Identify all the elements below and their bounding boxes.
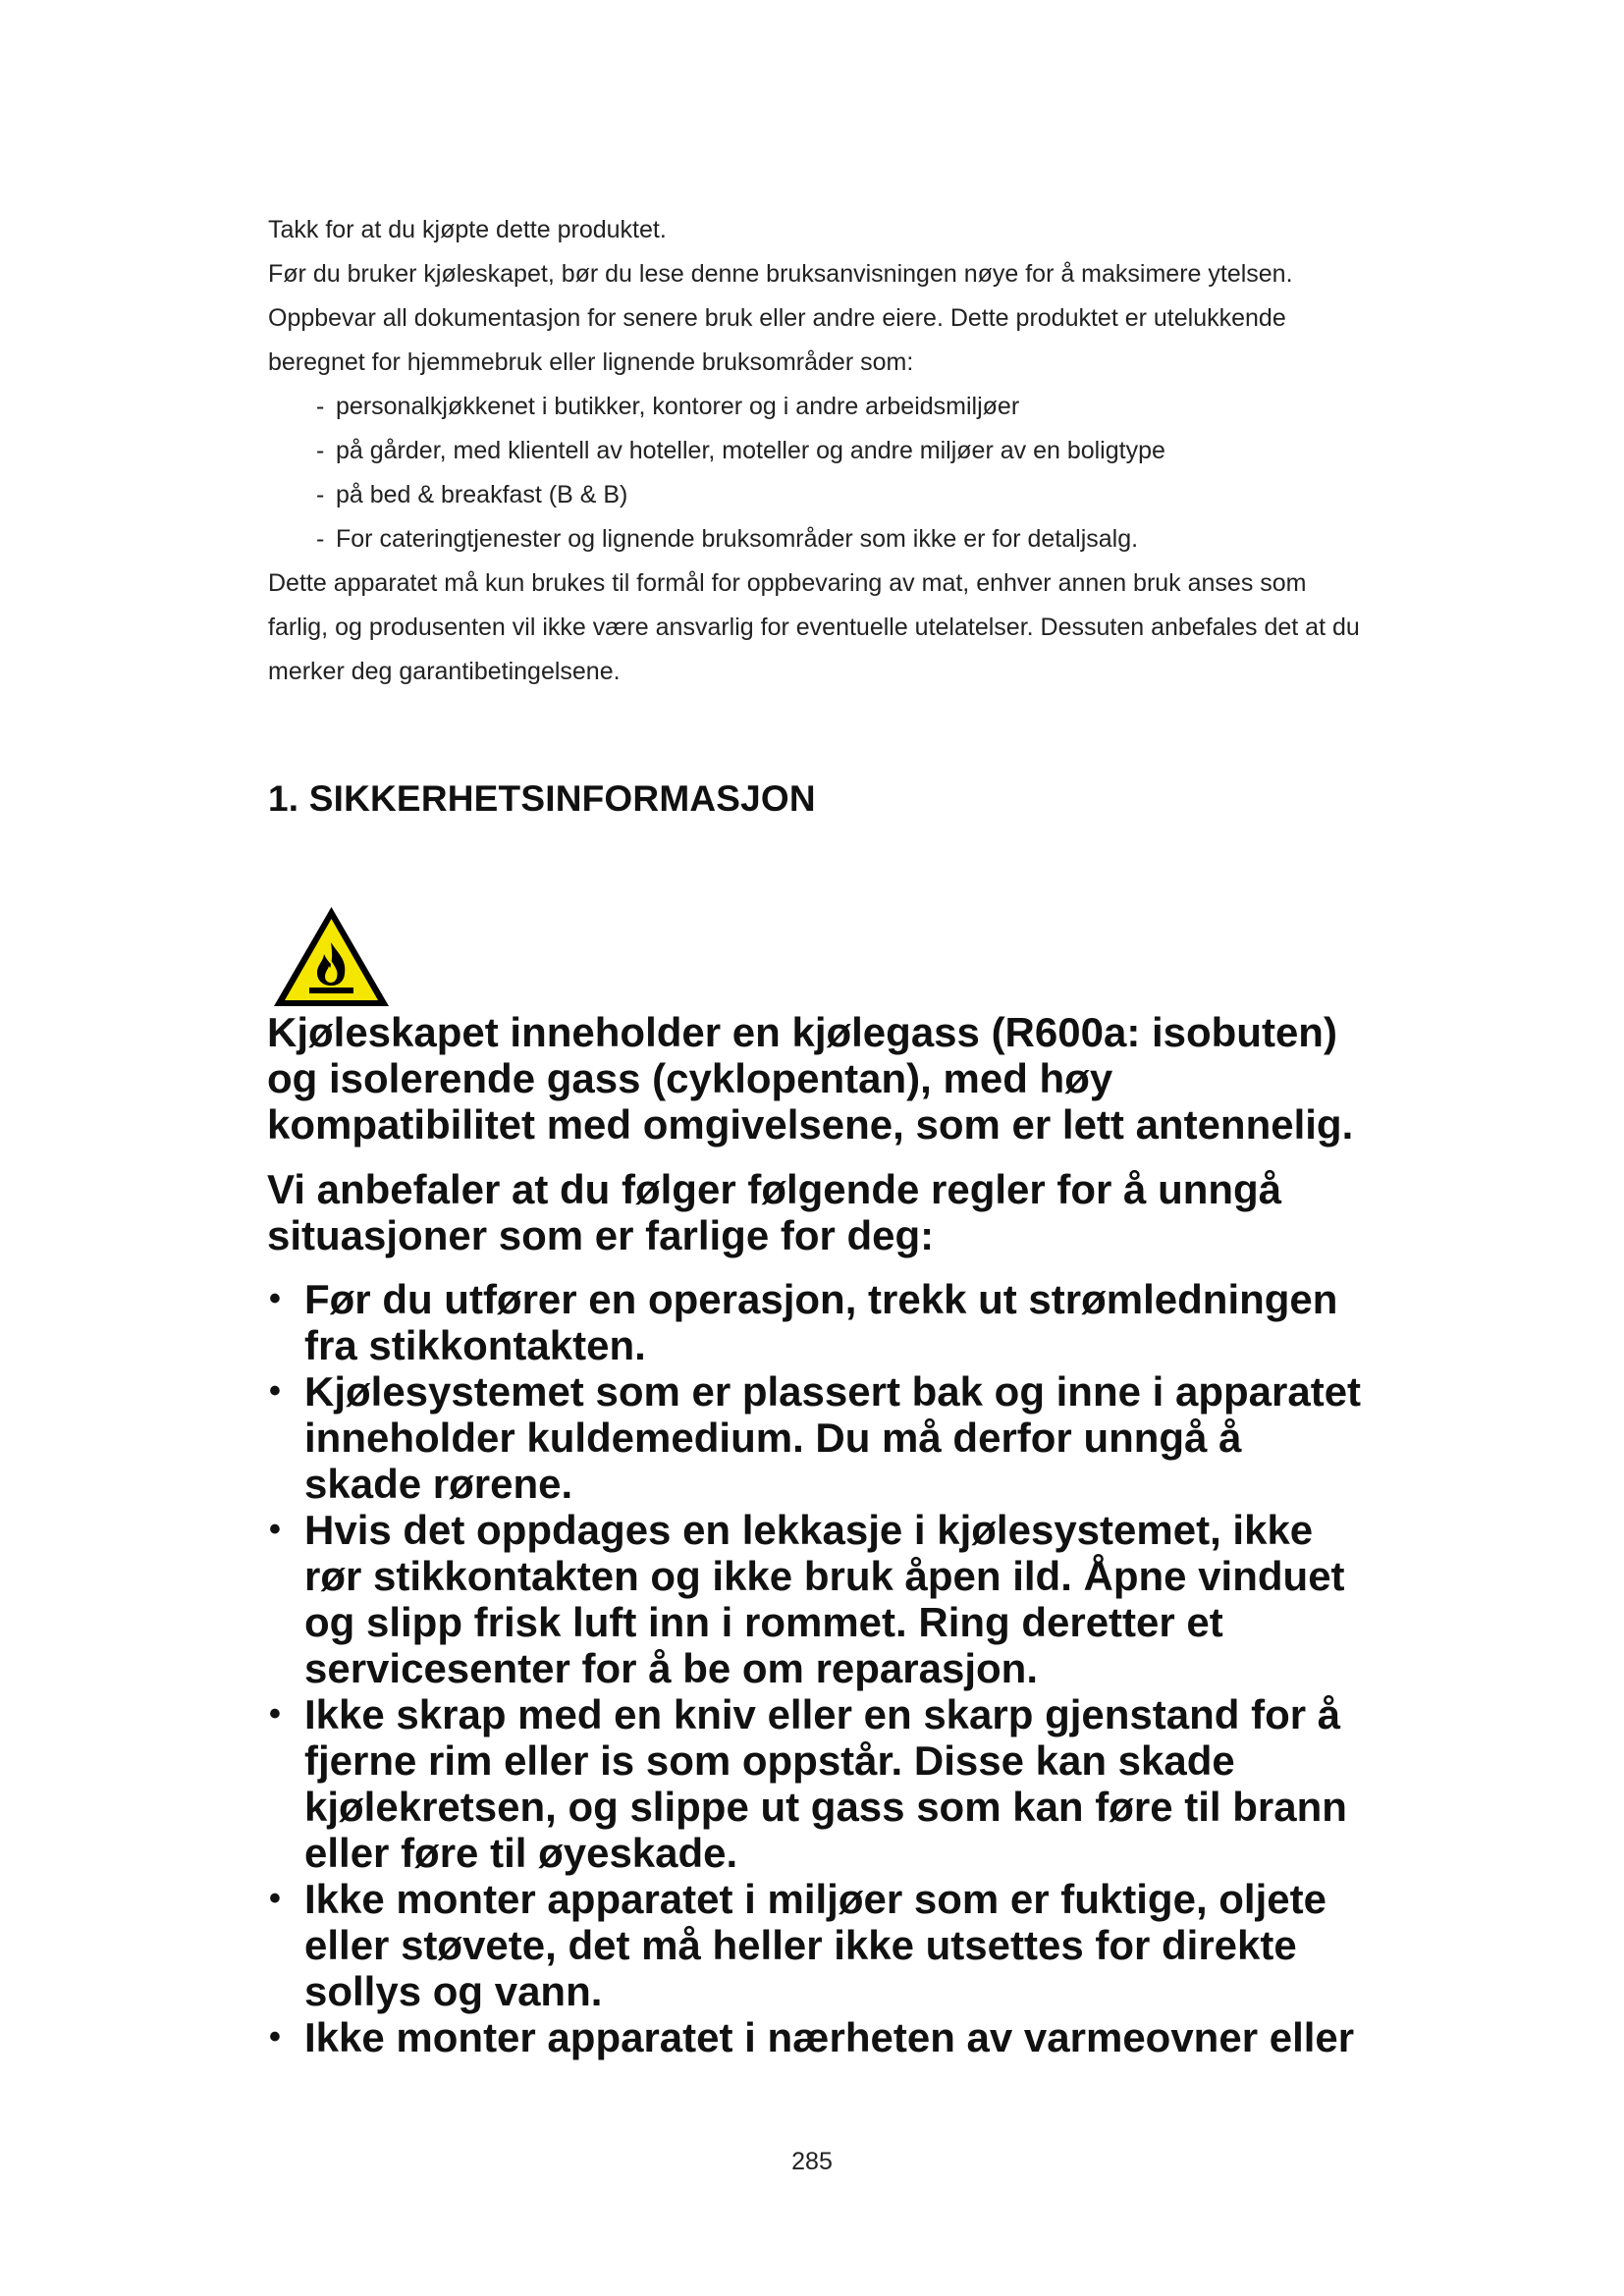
list-item: • Kjølesystemet som er plassert bak og inne i apparatet inneholder kuldemedium. Du må derfor unngå å skade rørene.: [269, 1368, 1362, 1507]
section-heading: 1. SIKKERHETSINFORMASJON: [268, 778, 816, 819]
intro-keep-docs: Oppbevar all dokumentasjon for senere bruk eller andre eiere. Dette produktet er utelukkende beregnet for hjemmebruk eller lignende bruksområder som:: [268, 304, 1286, 376]
recommendation-text: Vi anbefaler at du følger følgende regler for å unngå situasjoner som er farlige for deg:: [267, 1166, 1282, 1258]
list-item: - på gårder, med klientell av hoteller, moteller og andre miljøer av en boligtype: [316, 437, 1165, 464]
intro-section: [268, 208, 1368, 694]
intro-closing: Dette apparatet må kun brukes til formål for oppbevaring av mat, enhver annen bruk anses som farlig, og produsenten vil ikke være ansvarlig for eventuelle utelatelser. Dessuten anbefales det at du merker deg garantibetingelsene.: [268, 569, 1360, 685]
intro-read-manual: Før du bruker kjøleskapet, bør du lese denne bruksanvisningen nøye for å maksimere ytelsen.: [268, 260, 1293, 288]
list-item: - For cateringtjenester og lignende bruksområder som ikke er for detaljsalg.: [316, 525, 1139, 553]
flammable-gas-warning: Kjøleskapet inneholder en kjølegass (R600a: isobuten) og isolerende gass (cyklopentan), med høy kompatibilitet med omgivelsene, som er lett antennelig.: [267, 1009, 1354, 1148]
page-number: 285: [791, 2148, 833, 2175]
list-item: • Før du utfører en operasjon, trekk ut strømledningen fra stikkontakten.: [269, 1276, 1338, 1368]
safety-block: [267, 1009, 1367, 2060]
flammable-warning-icon: [270, 903, 393, 1011]
intended-use-list: [268, 385, 1368, 561]
list-item: • Ikke monter apparatet i miljøer som er fuktige, oljete eller støvete, det må heller ikke utsettes for direkte sollys og vann.: [269, 1876, 1326, 2014]
list-item: • Ikke monter apparatet i nærheten av varmeovner eller: [269, 2014, 1355, 2060]
list-item: - personalkjøkkenet i butikker, kontorer og i andre arbeidsmiljøer: [316, 393, 1020, 420]
list-item: • Hvis det oppdages en lekkasje i kjølesystemet, ikke rør stikkontakten og ikke bruk åpen ild. Åpne vinduet og slipp frisk luft inn i rommet. Ring deretter et servicesenter for å be om reparasjon.: [269, 1507, 1345, 1691]
safety-rules-list: [267, 1276, 1367, 2060]
intro-thanks: Takk for at du kjøpte dette produktet.: [268, 216, 667, 243]
list-item: • Ikke skrap med en kniv eller en skarp gjenstand for å fjerne rim eller is som oppstår. Disse kan skade kjølekretsen, og slippe ut gass som kan føre til brann eller føre til øyeskade.: [269, 1691, 1347, 1876]
list-item: - på bed & breakfast (B & B): [316, 481, 628, 508]
